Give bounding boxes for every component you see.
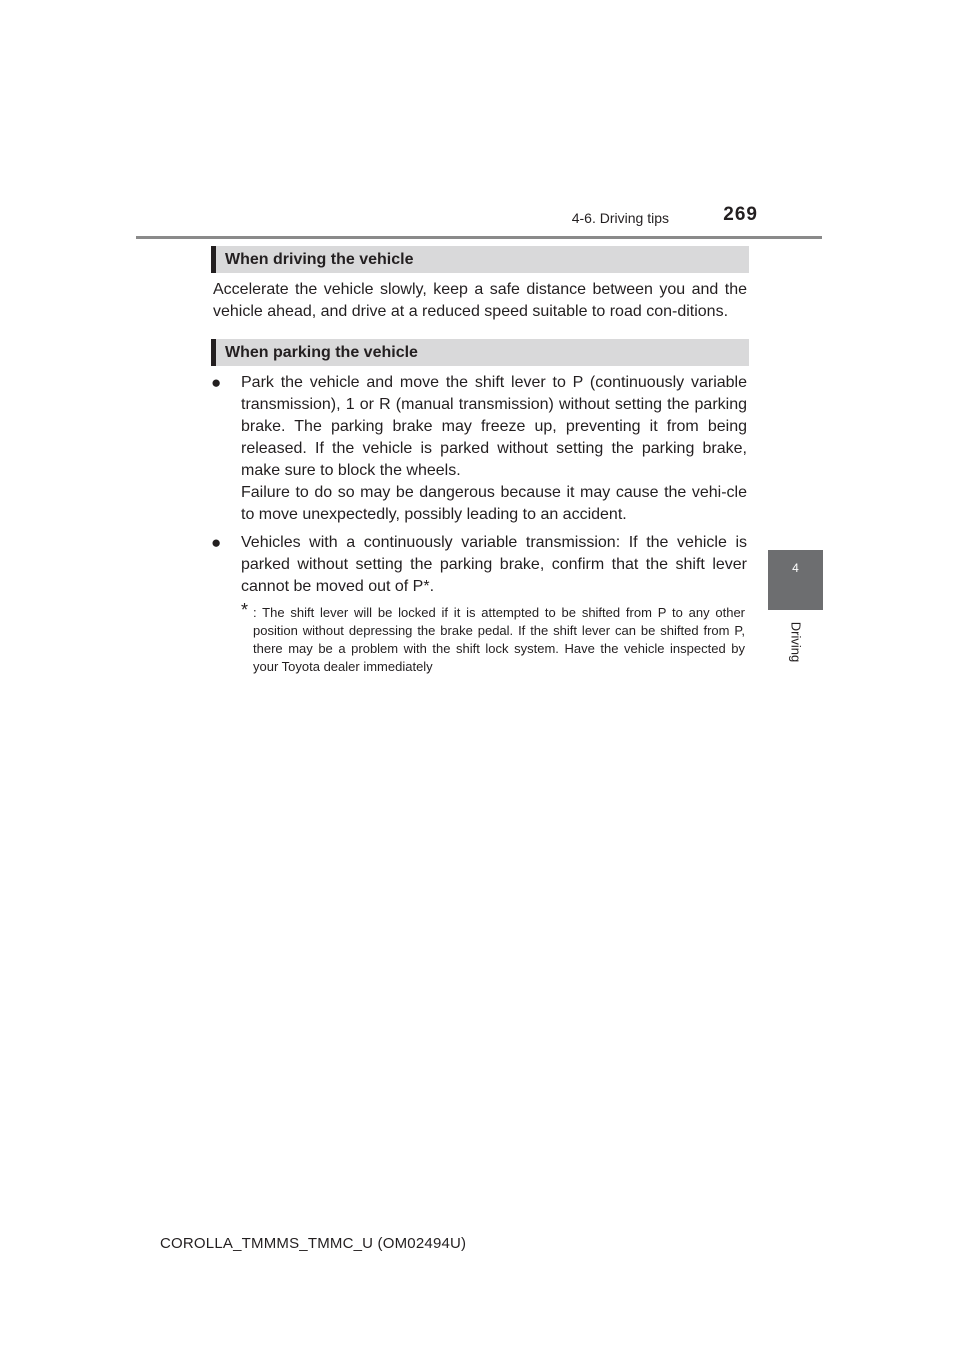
bullet-continuation: Failure to do so may be dangerous because it may cause the vehi-cle to move unexpectedly, possibly leading to an accident. (241, 484, 747, 523)
list-item (211, 532, 747, 598)
chapter-label (768, 612, 823, 672)
page-number: 269 (723, 204, 758, 225)
list-item (211, 372, 747, 526)
bullet-icon: ● (211, 373, 222, 392)
driving-paragraph: Accelerate the vehicle slowly, keep a safe distance between you and the vehicle ahead, and drive at a reduced speed suitable to road con-ditions. (213, 281, 747, 320)
bullet-text: Park the vehicle and move the shift lever to P (continuously variable transmission), 1 or R (manual transmission) without setting the parking brake. The parking brake may freeze up, preventing it from being released. If the vehicle is parked without setting the parking brake, make sure to block the wheels. (241, 374, 747, 479)
parking-bullet-list (211, 372, 749, 598)
section-heading-parking: When parking the vehicle (211, 339, 749, 366)
footnote-text: : The shift lever will be locked if it is attempted to be shifted from P to any other position without depressing the brake pedal. If the shift lever can be shifted from P, there may be a problem with the shift lock system. Have the vehicle inspected by your Toyota dealer immediately (253, 605, 745, 674)
page-header (136, 196, 822, 239)
section-heading-driving: When driving the vehicle (211, 246, 749, 273)
bullet-text: Vehicles with a continuously variable transmission: If the vehicle is parked without setting the parking brake, confirm that the shift lever cannot be moved out of P*. (241, 534, 747, 595)
section-reference: 4-6. Driving tips (571, 210, 669, 226)
chapter-label-text: Driving (788, 621, 803, 663)
footnote-marker: * (241, 600, 249, 620)
main-content (211, 246, 749, 676)
bullet-icon: ● (211, 533, 222, 552)
document-code: COROLLA_TMMMS_TMMC_U (OM02494U) (160, 1235, 467, 1252)
footnote (211, 600, 745, 676)
chapter-tab: 4 (768, 550, 823, 610)
